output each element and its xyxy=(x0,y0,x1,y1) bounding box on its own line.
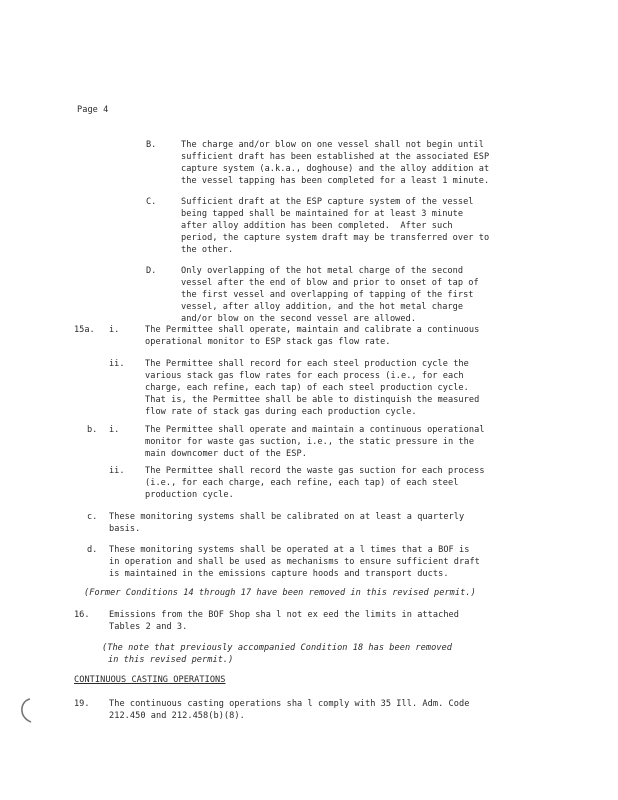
condition-b-ii-line-3: production cycle. xyxy=(145,490,234,500)
item-d-line-3: the first vessel and overlapping of tapping of the first xyxy=(181,290,474,300)
condition-16-line-2: Tables 2 and 3. xyxy=(109,622,188,632)
item-d-label: D. xyxy=(146,266,157,276)
item-c-line-2: being tapped shall be maintained for at least 3 minute xyxy=(181,209,464,219)
item-d-line-5: and/or blow on the second vessel are allowed. xyxy=(181,314,417,324)
condition-c-line-2: basis. xyxy=(109,524,141,534)
condition-b-ii-label: ii. xyxy=(109,466,125,476)
condition-c-label: c. xyxy=(87,512,98,522)
item-b-line-2: sufficient draft has been established at the associated ESP xyxy=(181,152,490,162)
condition-b-i-line-2: monitor for waste gas suction, i.e., the static pressure in the xyxy=(145,437,475,447)
item-d-line-1: Only overlapping of the hot metal charge of the second xyxy=(181,266,464,276)
condition-19-line-1: The continuous casting operations sha l comply with 35 Ill. Adm. Code xyxy=(109,699,470,709)
condition-18-note-line-1: (The note that previously accompanied Condition 18 has been removed xyxy=(102,643,452,653)
condition-15a-ii-line-5: flow rate of stack gas during each production cycle. xyxy=(145,407,417,417)
item-d-line-2: vessel after the end of blow and prior to onset of tap of xyxy=(181,278,479,288)
former-conditions-note: (Former Conditions 14 through 17 have been removed in this revised permit.) xyxy=(84,588,476,598)
item-c-line-3: after alloy addition has been completed. After such xyxy=(181,221,453,231)
condition-d-line-2: in operation and shall be used as mechanisms to ensure sufficient draft xyxy=(109,557,480,567)
condition-b-ii-line-2: (i.e., for each charge, each refine, each tap) of each steel xyxy=(145,478,459,488)
binding-hole-mark xyxy=(14,697,34,725)
condition-15a-i-label: i. xyxy=(109,325,120,335)
item-b-line-1: The charge and/or blow on one vessel shall not begin until xyxy=(181,140,484,150)
condition-15a-ii-line-2: various stack gas flow rates for each process (i.e., for each xyxy=(145,371,464,381)
item-c-line-5: the other. xyxy=(181,245,234,255)
item-c-label: C. xyxy=(146,197,157,207)
section-heading: CONTINUOUS CASTING OPERATIONS xyxy=(74,675,226,685)
item-b-label: B. xyxy=(146,140,157,150)
item-b-line-3: capture system (a.k.a., doghouse) and the alloy addition at xyxy=(181,164,490,174)
condition-d-line-3: is maintained in the emissions capture hoods and transport ducts. xyxy=(109,569,449,579)
condition-15a-ii-line-3: charge, each refine, each tap) of each steel production cycle. xyxy=(145,383,469,393)
condition-d-label: d. xyxy=(87,545,98,555)
item-d-line-4: vessel, after alloy addition, and the hot metal charge xyxy=(181,302,464,312)
condition-15a-label: 15a. xyxy=(74,325,95,335)
condition-19-line-2: 212.450 and 212.458(b)(8). xyxy=(109,711,245,721)
condition-15a-i-line-2: operational monitor to ESP stack gas flow rate. xyxy=(145,337,391,347)
condition-15a-i-line-1: The Permittee shall operate, maintain and calibrate a continuous xyxy=(145,325,480,335)
condition-b-i-line-1: The Permittee shall operate and maintain a continuous operational xyxy=(145,425,485,435)
condition-18-note-line-2: in this revised permit.) xyxy=(108,655,234,665)
condition-16-line-1: Emissions from the BOF Shop sha l not ex eed the limits in attached xyxy=(109,610,459,620)
condition-b-ii-line-1: The Permittee shall record the waste gas suction for each process xyxy=(145,466,485,476)
item-c-line-4: period, the capture system draft may be transferred over to xyxy=(181,233,490,243)
condition-15a-ii-line-4: That is, the Permittee shall be able to distinquish the measured xyxy=(145,395,480,405)
page-number: Page 4 xyxy=(77,105,109,115)
condition-b-label: b. xyxy=(87,425,98,435)
condition-15a-ii-label: ii. xyxy=(109,359,125,369)
condition-16-label: 16. xyxy=(74,610,90,620)
condition-d-line-1: These monitoring systems shall be operated at a l times that a BOF is xyxy=(109,545,470,555)
condition-b-i-label: i. xyxy=(109,425,120,435)
condition-19-label: 19. xyxy=(74,699,90,709)
item-c-line-1: Sufficient draft at the ESP capture system of the vessel xyxy=(181,197,474,207)
item-b-line-4: the vessel tapping has been completed for a least 1 minute. xyxy=(181,176,490,186)
condition-b-i-line-3: main downcomer duct of the ESP. xyxy=(145,449,307,459)
condition-c-line-1: These monitoring systems shall be calibrated on at least a quarterly xyxy=(109,512,465,522)
condition-15a-ii-line-1: The Permittee shall record for each steel production cycle the xyxy=(145,359,469,369)
